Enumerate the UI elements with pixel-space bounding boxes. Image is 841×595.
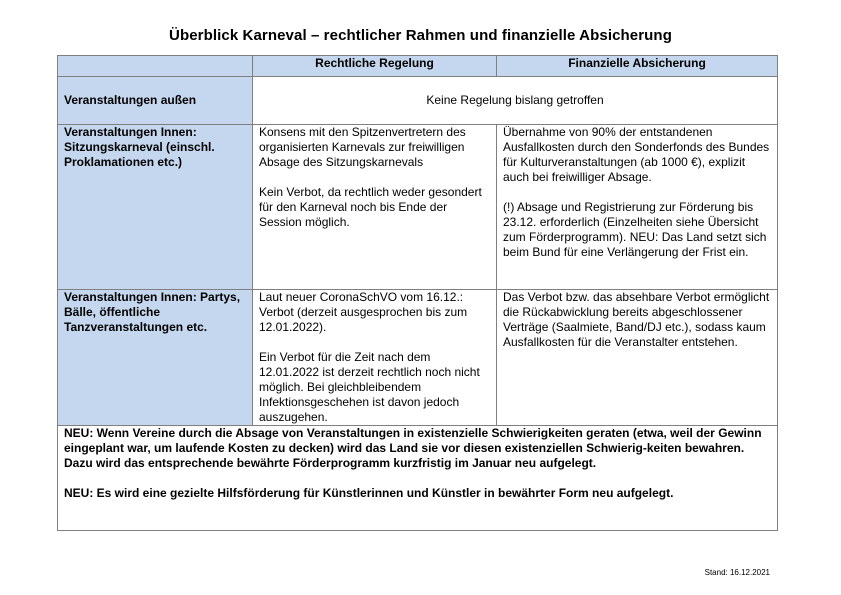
header-financial: Finanzielle Absicherung bbox=[497, 56, 778, 77]
footer-note: NEU: Es wird eine gezielte Hilfsförderung für Künstlerinnen und Künstler in bewährter Form neu aufgelegt. bbox=[64, 486, 674, 500]
overview-table bbox=[57, 55, 778, 531]
cell-paragraph: (!) Absage und Registrierung zur Förderung bis 23.12. erforderlich (Einzelheiten siehe Übersicht zum Förderprogramm). NEU: Das Land setzt sich beim Bund für eine Verlängerung der Frist ein. bbox=[503, 200, 767, 259]
footer-note: NEU: Wenn Vereine durch die Absage von Veranstaltungen in existenzielle Schwierigkeiten geraten (etwa, weil der Gewinn eingeplant war, um laufende Kosten zu decken) wird das Land sie vor diesen existenziellen Schwierig-keiten bewahren. Dazu wird das entsprechende bewährte Förderprogramm kurzfristig im Januar neu aufgelegt. bbox=[64, 426, 762, 470]
header-empty-cell bbox=[58, 56, 253, 77]
table-row bbox=[58, 77, 778, 125]
legal-cell bbox=[253, 125, 497, 290]
row-label: Veranstaltungen Innen: Partys, Bälle, öffentliche Tanzveranstaltungen etc. bbox=[58, 290, 253, 426]
financial-cell bbox=[497, 290, 778, 426]
table-header-row bbox=[58, 56, 778, 77]
row-label: Veranstaltungen Innen: Sitzungskarneval (einschl. Proklamationen etc.) bbox=[58, 125, 253, 290]
cell-paragraph: Übernahme von 90% der entstandenen Ausfallkosten durch den Sonderfonds des Bundes für Kulturveranstaltungen (ab 1000 €), explizit auch bei freiwilliger Absage. bbox=[503, 125, 770, 184]
row-label: Veranstaltungen außen bbox=[58, 77, 253, 125]
merged-cell: Keine Regelung bislang getroffen bbox=[253, 77, 778, 125]
cell-paragraph: Laut neuer CoronaSchVO vom 16.12.: Verbot (derzeit ausgesprochen bis zum 12.01.2022). bbox=[259, 290, 468, 334]
financial-cell bbox=[497, 125, 778, 290]
legal-cell bbox=[253, 290, 497, 426]
page-title: Überblick Karneval – rechtlicher Rahmen und finanzielle Absicherung bbox=[169, 27, 672, 44]
footer-notes-cell bbox=[58, 426, 778, 531]
table-row bbox=[58, 290, 778, 426]
table-row bbox=[58, 125, 778, 290]
cell-paragraph: Das Verbot bzw. das absehbare Verbot ermöglicht die Rückabwicklung bereits abgeschlossener Verträge (Saalmiete, Band/DJ etc.), sodass kaum Ausfallkosten für die Veranstalter entstehen. bbox=[503, 290, 770, 349]
cell-paragraph: Ein Verbot für die Zeit nach dem 12.01.2022 ist derzeit rechtlich noch nicht möglich. Bei gleichbleibendem Infektionsgeschehen ist davon jedoch auszugehen. bbox=[259, 350, 480, 424]
cell-paragraph: Konsens mit den Spitzenvertretern des organisierten Karnevals zur freiwilligen Absage des Sitzungskarnevals bbox=[259, 125, 466, 169]
stand-date: Stand: 16.12.2021 bbox=[704, 568, 770, 577]
footer-row bbox=[58, 426, 778, 531]
cell-paragraph: Kein Verbot, da rechtlich weder gesondert für den Karneval noch bis Ende der Session möglich. bbox=[259, 185, 482, 229]
header-legal: Rechtliche Regelung bbox=[253, 56, 497, 77]
